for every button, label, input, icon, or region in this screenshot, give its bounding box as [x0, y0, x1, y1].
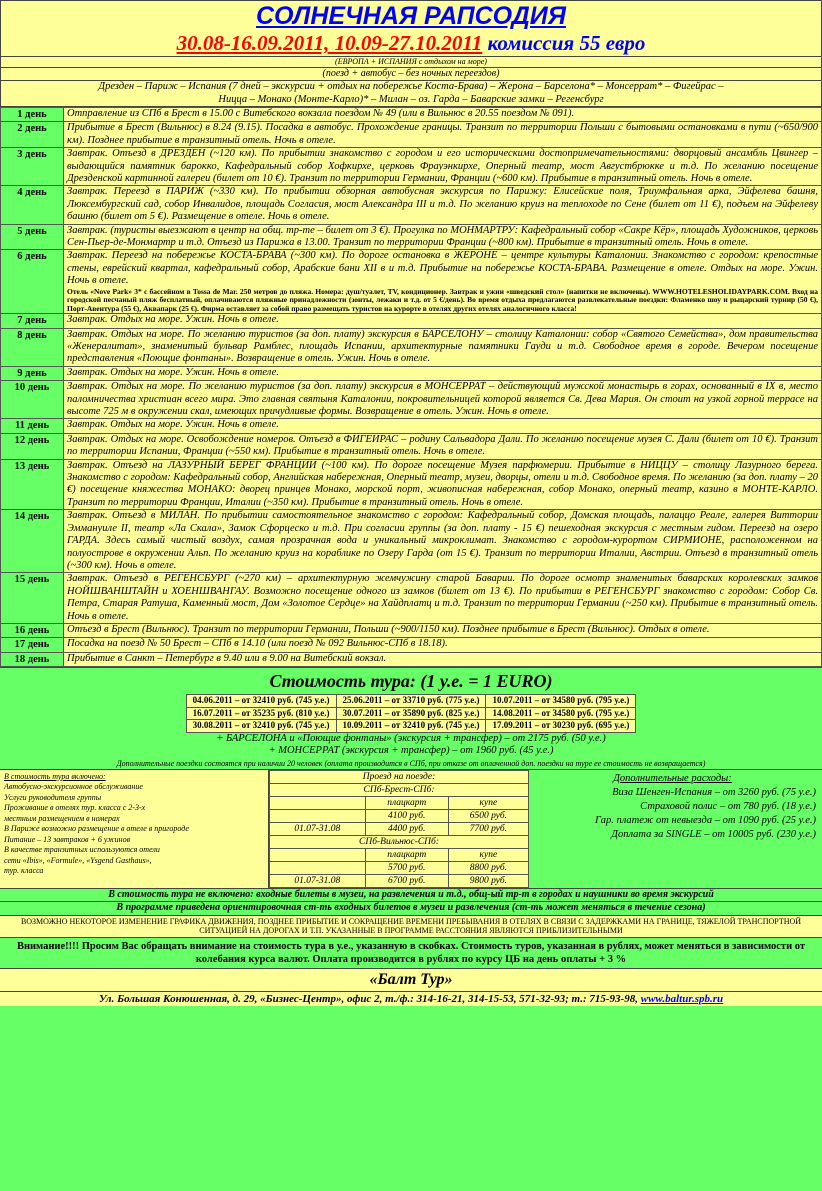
- day-label: 2 день: [1, 122, 64, 148]
- day-description: [64, 250, 822, 314]
- day-label: 1 день: [1, 108, 64, 122]
- train-col: купе: [448, 848, 528, 861]
- cost-line: Доплата за SINGLE – от 10005 руб. (230 у.е.): [611, 829, 816, 841]
- train-cell: 9800 руб.: [448, 874, 528, 887]
- day-label: 6 день: [1, 250, 64, 314]
- price-section: [0, 667, 822, 769]
- tour-dates: [1, 30, 821, 56]
- day-text: Отъезд в Брест (Вильнюс). Транзит по территории Германии, Польши (~900/1150 км). Позднее прибытие в Брест (Вильнюс). Отдых в отеле.: [67, 623, 710, 635]
- itinerary-row: [1, 419, 822, 433]
- train-cell: [270, 809, 366, 822]
- included-item: Проживание в отелях тур. класса с 2-3-х: [4, 803, 146, 813]
- day-label: 8 день: [1, 328, 64, 366]
- itinerary-row: [1, 314, 822, 328]
- day-text: Посадка на поезд № 50 Брест – СПб в 14.10 (или поезд № 092 Вильнюс-СПб в 18.18).: [67, 638, 448, 650]
- day-description: [64, 148, 822, 186]
- itinerary-row: [1, 459, 822, 510]
- route-line: Ницца – Монако (Монте-Карло)* – Милан – оз. Гарда – Баварские замки – Регенсбург: [218, 93, 604, 105]
- commission-text: комиссия 55 евро: [487, 31, 646, 55]
- price-cell: 14.08.2011 – от 34580 руб. (795 у.е.): [486, 707, 636, 720]
- included-item: Автобусно-экскурсионное обслуживание: [4, 782, 143, 792]
- day-label: 9 день: [1, 366, 64, 380]
- price-cell: 04.06.2011 – от 32410 руб. (745 у.е.): [186, 695, 336, 708]
- day-description: [64, 510, 822, 573]
- included-item: В Париже возможно размещение в отеле в пригороде: [4, 824, 189, 834]
- agency-name: «Балт Тур»: [0, 968, 822, 991]
- day-description: [64, 419, 822, 433]
- day-label: 7 день: [1, 314, 64, 328]
- attention-note: Внимание!!!! Просим Вас обращать внимание на стоимость тура в у.е., указанную в скобках. Стоимость туров, указанная в рублях, может меняться в зависимости от колебания курса валют. Оплата производится в рублях по курсу ЦБ на день оплаты + 3 %: [0, 937, 822, 968]
- itinerary-row: [1, 366, 822, 380]
- included-item: В качестве транзитных используются отели: [4, 845, 160, 855]
- train-cell: 4400 руб.: [365, 822, 448, 835]
- train-col: плацкарт: [365, 848, 448, 861]
- day-label: 11 день: [1, 419, 64, 433]
- itinerary-row: [1, 122, 822, 148]
- day-text: Завтрак. Отъезд в РЕГЕНСБУРГ (~270 км) – архитектурную жемчужину старой Баварии. По дороге осмотр знаменитых баварских королевских замков НОЙШВАНШТАЙН и ХОЕНШВАНГАУ. Возможно посещение одного из замков (билет от 13 €). По прибытии в РЕГЕНСБУРГ знакомство с городом: Собор Св. Петра, Старая Ратуша, Каменный мост, Дом «Золотое Сердце» на Хайдплатц и т.д. Транзит по территории Германии (~250 км). Прибытие в транзитный отель. Ночь в отеле.: [67, 573, 818, 622]
- train-col: плацкарт: [365, 796, 448, 809]
- included-list: [0, 770, 269, 888]
- day-description: [64, 108, 822, 122]
- price-row: [186, 695, 636, 708]
- train-cell: 7700 руб.: [448, 822, 528, 835]
- extra-montserrat: + МОНСЕРРАТ (экскурсия + трансфер) – от 1960 руб. (45 у.е.): [268, 745, 554, 757]
- day-label: 4 день: [1, 186, 64, 224]
- price-cell: 16.07.2011 – от 35235 руб. (810 у.е.): [186, 707, 336, 720]
- train-cell: 01.07-31.08: [270, 822, 366, 835]
- day-label: 16 день: [1, 623, 64, 637]
- day-label: 3 день: [1, 148, 64, 186]
- train-cell: 4100 руб.: [365, 809, 448, 822]
- day-label: 14 день: [1, 510, 64, 573]
- day-description: [64, 186, 822, 224]
- train-route: СПб-Вильнюс-СПб:: [270, 835, 529, 848]
- day-description: [64, 381, 822, 419]
- extra-note: Дополнительные поездки состоятся при наличии 20 человек (оплата производится в СПб, при отказе от оплаченной доп. поездки на туре ее стоимость не возвращается): [116, 758, 706, 768]
- page-title: СОЛНЕЧНАЯ РАПСОДИЯ: [256, 2, 566, 30]
- itinerary-row: [1, 108, 822, 122]
- day-description: [64, 314, 822, 328]
- price-table: [186, 694, 637, 733]
- train-cell: 01.07-31.08: [270, 874, 366, 887]
- price-cell: 30.08.2011 – от 32410 руб. (745 у.е.): [186, 720, 336, 733]
- route-line: Дрезден – Париж – Испания (7 дней – экскурсии + отдых на побережье Коста-Брава) – Жерона – Барселона* – Монсеррат* – Фигейрас –: [98, 81, 724, 92]
- day-label: 10 день: [1, 381, 64, 419]
- itinerary-row: [1, 381, 822, 419]
- price-title: Стоимость тура: (1 у.е. = 1 EURO): [269, 671, 553, 692]
- day-description: [64, 459, 822, 510]
- day-description: [64, 573, 822, 624]
- tour-tag: (ЕВРОПА + ИСПАНИЯ с отдыхом на море): [1, 56, 821, 67]
- train-table: [269, 770, 529, 888]
- included-item: местным размещением в номерах: [4, 813, 120, 823]
- train-title: Проезд на поезде:: [270, 770, 529, 783]
- day-text: Завтрак. Переезд на побережье КОСТА-БРАВА (~300 км). По дороге остановка в ЖЕРОНЕ – центре культуры Каталонии. Знакомство с городом: крепостные стены, еврейский квартал, кафедральный собор, Арабские бани XII в и т.д. Прибытие на побережье КОСТА-БРАВА. Размещение в отеле. Отдых на море. Ужин. Ночь в отеле.: [67, 250, 818, 287]
- train-cell: 6500 руб.: [448, 809, 528, 822]
- train-col: купе: [448, 796, 528, 809]
- day-description: [64, 433, 822, 459]
- day-text: Завтрак. Отдых на море. Освобождение номеров. Отъезд в ФИГЕИРАС – родину Сальвадора Дали. По желанию посещение музея С. Дали (билет от 10 €). Транзит по территории Испании, Франции (~550 км). Прибытие в транзитный отель. Ночь в отеле.: [67, 433, 818, 458]
- day-text: Завтрак. Отдых на море. Ужин. Ночь в отеле.: [67, 314, 279, 326]
- price-cell: 17.09.2011 – от 30230 руб. (695 у.е.): [486, 720, 636, 733]
- header: [0, 0, 822, 107]
- train-route: СПб-Брест-СПб:: [270, 783, 529, 796]
- included-item: тур. класса: [4, 866, 44, 876]
- train-cell: 6700 руб.: [365, 874, 448, 887]
- day-label: 17 день: [1, 638, 64, 652]
- website-link[interactable]: www.baltur.spb.ru: [640, 992, 724, 1005]
- day-label: 12 день: [1, 433, 64, 459]
- day-text: Завтрак. Отъезд в МИЛАН. По прибытии самостоятельное знакомство с городом: Кафедральный собор, Домская площадь, палаццо Реале, галерея Виттории Эммануиле II, театр «Ла Скала», Замок Сфорцеско и т.д. При согласии группы (за доп. плату - 15 €) пешеходная экскурсия с местным гидом. Переезд на озеро ГАРДА. Здесь самый чистый воздух, самая прозрачная вода и уникальный микроклимат. Знакомство с городом-курортом СИРМИОНЕ, расположенном на полуострове в окружении Альп. По желанию круиз на кораблике по Озеру Гарда (от 15 €). Транзит по территории Италии, Австрии. Отъезд в транзитный отель (~300 км). Ночь в отеле.: [67, 510, 818, 571]
- train-prices: [269, 770, 529, 888]
- day-text: Завтрак. Отъезд на ЛАЗУРНЫЙ БЕРЕГ ФРАНЦИИ (~100 км). По дороге посещение Музея парфюмерии. Прибытие в НИЦЦУ – столицу Лазурного берега. Знакомство с городом: Кафедральный собор, Английская набережная, Оперный театр, музеи, дворцы, отели и т.д. Свободное время. По желанию (за доп. плату – 20 €) посещение княжества МОНАКО: дворец принцев Монако, морской порт, живописная набережная, собор Монако, оперный театр, казино в МОНТЕ-КАРЛО. Транзит по территории Франции, Италии (~350 км). Прибытие в транзитный отель. Ночь в отеле.: [67, 459, 818, 508]
- day-text: Завтрак. Отдых на море. По желанию туристов (за доп. плату) экскурсия в МОНСЕРРАТ – действующий мужской монастырь в горах, основанный в IX в, место паломничества христиан всего мира. Это главная святыня Каталонии, покровительницей которой является Св. Дева Мария. Он стоит на узкой горной террасе на высоте 725 м в окружении скал, имеющих причудливые формы. Возвращение в отель. Ужин. Ночь в отеле.: [67, 381, 818, 418]
- not-included: В стоимость тура не включено: входные билеты в музеи, на развлечения и т.д., общ-ый тр-т в городах и наушники во время экскурсий: [0, 888, 822, 902]
- extra-barcelona: + БАРСЕЛОНА и «Поющие фонтаны» (экскурсия + трансфер) – от 2175 руб. (50 у.е.): [216, 732, 606, 744]
- day-text: Завтрак. (туристы выезжают в центр на общ. тр-те – билет от 3 €). Прогулка по МОНМАРТРУ: Кафедральный собор «Сакре Кёр», площадь Художников, церковь Сен-Пьер-де-Монмартр и т.д. Отъезд из Парижа в 13.00. Транзит по территории Франции (~800 км). Прибытие в транзитный отель. Ночь в отеле.: [67, 224, 818, 249]
- price-cell: 25.06.2011 – от 33710 руб. (775 у.е.): [336, 695, 486, 708]
- address-text: Ул. Большая Конюшенная, д. 29, «Бизнес-Центр», офис 2, т./ф.: 314-16-21, 314-15-53, 571-32-93; т.: 715-93-98,: [98, 992, 641, 1005]
- info-block: [0, 769, 822, 888]
- itinerary-row: [1, 573, 822, 624]
- dates-text: 30.08-16.09.2011, 10.09-27.10.2011: [176, 31, 483, 55]
- day-label: 15 день: [1, 573, 64, 624]
- day-description: [64, 366, 822, 380]
- transport-note: (поезд + автобус – без ночных переездов): [1, 67, 821, 80]
- day-text: Прибытие в Брест (Вильнюс) в 8.24 (9.15). Посадка в автобус. Прохождение границы. Транзит по территории Польши с бытовыми остановками в пути (~650/900 км). Позднее прибытие в транзитный отель. Ночь в отеле.: [67, 122, 818, 146]
- agency-address: [0, 991, 822, 1006]
- day-description: [64, 122, 822, 148]
- train-cell: 5700 руб.: [365, 861, 448, 874]
- cost-line: Страховой полис – от 780 руб. (18 у.е.): [640, 801, 816, 813]
- day-description: [64, 224, 822, 250]
- price-row: [186, 720, 636, 733]
- included-item: Услуги руководителя группы: [4, 792, 102, 802]
- price-cell: 30.07.2011 – от 35890 руб. (825 у.е.): [336, 707, 486, 720]
- train-cell: 8800 руб.: [448, 861, 528, 874]
- day-label: 5 день: [1, 224, 64, 250]
- day-text: Завтрак. Отдых на море. По желанию туристов (за доп. плату) экскурсия в БАРСЕЛОНУ – столицу Каталонии: собор «Святого Семейства», дом правительства «Женералитат», знаменитый бульвар Рамблес, площадь Испании, архитектурные памятники Гауди и т.д. Свободное время в городе. Вечером посещение представления «Поющие фонтаны». Возвращение в отель. Ужин. Ночь в отеле.: [67, 328, 818, 365]
- included-title: В стоимость тура включено:: [4, 771, 106, 781]
- itinerary-row: [1, 433, 822, 459]
- day-description: [64, 328, 822, 366]
- cost-line: Гар. платеж от невыезда – от 1090 руб. (25 у.е.): [595, 815, 816, 827]
- day-text: Прибытие в Санкт – Петербург в 9.40 или в 9.00 на Витебский вокзал.: [67, 652, 387, 664]
- day-description: [64, 623, 822, 637]
- day-text: Завтрак. Отъезд в ДРЕЗДЕН (~120 км). По прибытии знакомство с городом и его историческими достопримечательностями: дворцовый ансамбль Цвингер – выдающийся памятник барокко, Кафедральный собор Хофкирхе, церковь Фрауэнкирхе, Оперный театр, мост Августбрюкке и т.д. По желанию посещение Дрезденской картинной галереи (билет от 10 €). Транзит по территории Германии, Франции (~600 км). Прибытие в транзитный отель. Ночь в отеле.: [67, 148, 818, 185]
- day-description: [64, 652, 822, 666]
- itinerary-row: [1, 638, 822, 652]
- day-label: 13 день: [1, 459, 64, 510]
- route-summary: [1, 80, 821, 106]
- included-item: сети «Ibis», «Formule», «Ysgend Gasthaus»,: [4, 855, 152, 865]
- itinerary-row: [1, 186, 822, 224]
- day-text: Завтрак. Отдых на море. Ужин. Ночь в отеле.: [67, 419, 279, 431]
- extra-costs: [529, 770, 822, 888]
- itinerary-row: [1, 148, 822, 186]
- train-cell: [270, 848, 366, 861]
- day-description: [64, 638, 822, 652]
- day-text: Завтрак. Отдых на море. Ужин. Ночь в отеле.: [67, 366, 279, 378]
- price-cell: 10.07.2011 – от 34580 руб. (795 у.е.): [486, 695, 636, 708]
- itinerary-table: [0, 107, 822, 667]
- train-cell: [270, 796, 366, 809]
- train-cell: [270, 861, 366, 874]
- itinerary-row: [1, 510, 822, 573]
- day-label: 18 день: [1, 652, 64, 666]
- itinerary-row: [1, 224, 822, 250]
- itinerary-row: [1, 250, 822, 314]
- warning-note: ВОЗМОЖНО НЕКОТОРОЕ ИЗМЕНЕНИЕ ГРАФИКА ДВИЖЕНИЯ, ПОЗДНЕЕ ПРИБЫТИЕ И СОКРАЩЕНИЕ ВРЕМЕНИ ПРЕБЫВАНИЯ В ОТЕЛЯХ В СВЯЗИ С ЗАДЕРЖКАМИ НА ГРАНИЦЕ, ТЯЖЕЛОЙ ТРАНСПОРТНОЙ СИТУАЦИЕЙ НА ДОРОГАХ И Т.П. УКАЗАННЫЕ В ПРОГРАММЕ РАССТОЯНИЯ ЯВЛЯЮТСЯ ПРИБЛИЗИТЕЛЬНЫМИ: [0, 915, 822, 937]
- program-note: В программе приведена ориентировочная ст-ть входных билетов в музеи и развлечения (ст-ть может меняться в течение сезона): [0, 901, 822, 915]
- included-item: Питание – 13 завтраков + 6 ужинов: [4, 834, 131, 844]
- day-text: Завтрак. Переезд в ПАРИЖ (~330 км). По прибытии обзорная автобусная экскурсия по Парижу: Елисейские поля, Триумфальная арка, Эйфелева башня, Люксембургский сад, собор Инвалидов, площадь Согласия, мост Александра III и т.д. По желанию круиз на теплоходе по Сене (билет от 11 €), подъем на Эйфелеву башню (билет от 5 €). Размещение в отеле. Ночь в отеле.: [67, 186, 818, 223]
- itinerary-row: [1, 652, 822, 666]
- itinerary-row: [1, 328, 822, 366]
- price-row: [186, 707, 636, 720]
- cost-line: Виза Шенген-Испания – от 3260 руб. (75 у.е.): [612, 786, 816, 798]
- hotel-info: Отель «Nove Park» 3* с бассейном в Tossa de Mar. 250 метров до пляжа. Номера: душ/туалет, TV, кондиционер. Завтрак и ужин «шведский стол» (напитки не включены). WWW.HOTELESHOLIDAYPARK.COM. Вход на городской песчаный пляж бесплатный, оплачиваются пляжные принадлежности (зонты, лежаки и т.д. от 5 €/день). Во время отдыха предлагаются развлекательные поездки: Фламенко шоу и рыцарский турнир (50 €), Порт-Авентура (55 €), Аквапарк (25 €). Фирма оставляет за собой право размещать туристов на курорте в отелях других отелях аналогичного класса!: [67, 286, 818, 313]
- price-cell: 10.09.2011 – от 32410 руб. (745 у.е.): [336, 720, 486, 733]
- itinerary-row: [1, 623, 822, 637]
- day-text: Отправление из СПб в Брест в 15.00 с Витебского вокзала поездом № 49 (или в Вильнюс в 20.55 поездом № 091).: [67, 108, 575, 119]
- costs-title: Дополнительные расходы:: [613, 772, 732, 784]
